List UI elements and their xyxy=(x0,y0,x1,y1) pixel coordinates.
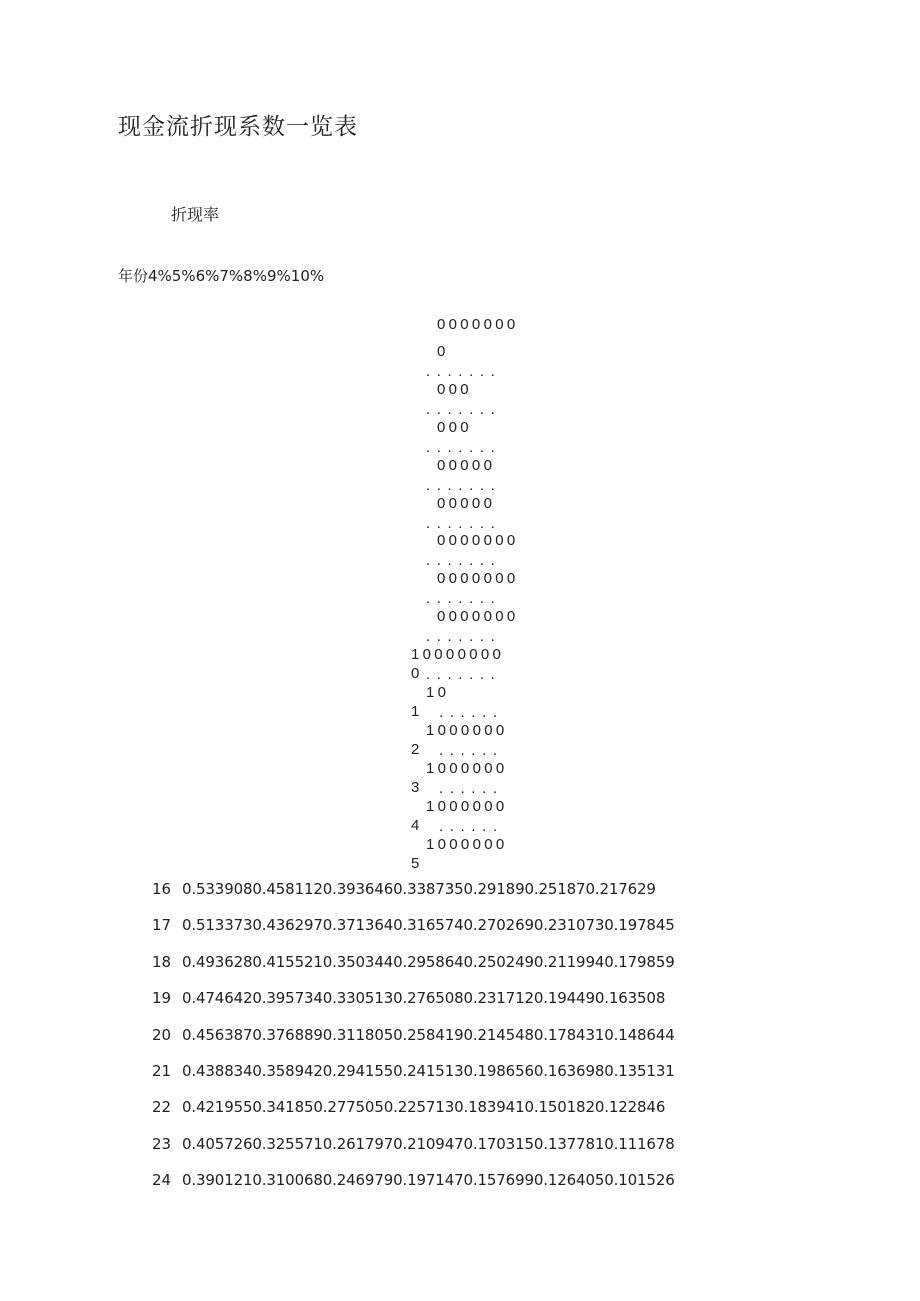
row-year: 21 xyxy=(152,1062,172,1080)
table-row xyxy=(152,989,665,1009)
garbled-line: ....... xyxy=(426,477,502,494)
table-row xyxy=(152,880,656,900)
garbled-line: ....... xyxy=(426,590,502,607)
row-values: 0.5133730.4362970.3713640.3165740.2702690.2310730.197845 xyxy=(182,916,675,935)
table-row xyxy=(152,1171,675,1191)
garbled-line: 2 xyxy=(411,741,423,758)
document-title: 现金流折现系数一览表 xyxy=(118,114,358,140)
row-values: 0.3901210.3100680.2469790.1971470.1576990.1264050.101526 xyxy=(182,1171,675,1190)
garbled-line: 0000000 xyxy=(437,316,519,333)
garbled-line: 00000 xyxy=(437,457,496,474)
garbled-line: 10000000 xyxy=(411,646,505,663)
garbled-line: 0000000 xyxy=(437,570,519,587)
garbled-line: ...... xyxy=(439,818,504,835)
table-row xyxy=(152,1026,675,1046)
garbled-line: 0000000 xyxy=(437,532,519,549)
row-values: 0.4388340.3589420.2941550.2415130.1986560.1636980.135131 xyxy=(182,1062,675,1080)
garbled-line: ....... xyxy=(426,363,502,380)
row-values: 0.4563870.3768890.3118050.2584190.2145480.1784310.148644 xyxy=(182,1025,675,1044)
garbled-line: 5 xyxy=(411,855,423,872)
row-year: 23 xyxy=(152,1134,172,1153)
garbled-line: 1000000 xyxy=(426,836,508,853)
garbled-line: 0 xyxy=(411,665,423,682)
row-year: 18 xyxy=(152,952,172,971)
row-year: 24 xyxy=(152,1171,172,1190)
row-values: 0.4057260.3255710.2617970.2109470.1703150.1377810.111678 xyxy=(182,1134,675,1153)
garbled-line: ....... xyxy=(426,401,502,418)
garbled-line: ....... xyxy=(426,515,502,532)
garbled-line: 000 xyxy=(437,419,472,436)
garbled-line: 0 xyxy=(437,343,449,360)
garbled-line: 1000000 xyxy=(426,722,508,739)
row-values: 0.4219550.341850.2775050.2257130.1839410.1501820.122846 xyxy=(182,1098,666,1117)
garbled-line: 0000000 xyxy=(437,608,519,625)
table-row xyxy=(152,916,675,936)
garbled-line: ....... xyxy=(426,666,502,683)
table-row xyxy=(152,1098,665,1118)
garbled-line: 000 xyxy=(437,381,472,398)
garbled-line: ....... xyxy=(426,439,502,456)
table-row xyxy=(152,1062,675,1082)
garbled-line: ....... xyxy=(426,552,502,569)
row-values: 0.4746420.3957340.3305130.2765080.2317120.194490.163508 xyxy=(182,989,666,1008)
row-year: 17 xyxy=(152,916,172,935)
garbled-line: 1 xyxy=(411,703,423,720)
garbled-line: 00000 xyxy=(437,495,496,512)
discount-rate-label: 折现率 xyxy=(171,205,220,224)
row-values: 0.5339080.4581120.3936460.3387350.291890.251870.217629 xyxy=(182,880,656,898)
garbled-line: 10 xyxy=(426,684,450,701)
table-row xyxy=(152,953,675,973)
row-year: 22 xyxy=(152,1098,172,1117)
row-year: 19 xyxy=(152,989,172,1008)
garbled-line: ...... xyxy=(439,704,504,721)
garbled-line: ...... xyxy=(439,780,504,797)
row-year: 16 xyxy=(152,880,172,898)
table-header-row: 年份4%5%6%7%8%9%10% xyxy=(118,267,325,285)
garbled-line: ...... xyxy=(439,742,504,759)
table-row xyxy=(152,1135,675,1155)
garbled-line: 4 xyxy=(411,817,423,834)
garbled-line: 3 xyxy=(411,779,423,796)
garbled-line: 1000000 xyxy=(426,798,508,815)
garbled-line: ....... xyxy=(426,628,502,645)
garbled-line: 1000000 xyxy=(426,760,508,777)
row-year: 20 xyxy=(152,1025,172,1044)
row-values: 0.4936280.4155210.3503440.2958640.2502490.2119940.179859 xyxy=(182,952,675,971)
